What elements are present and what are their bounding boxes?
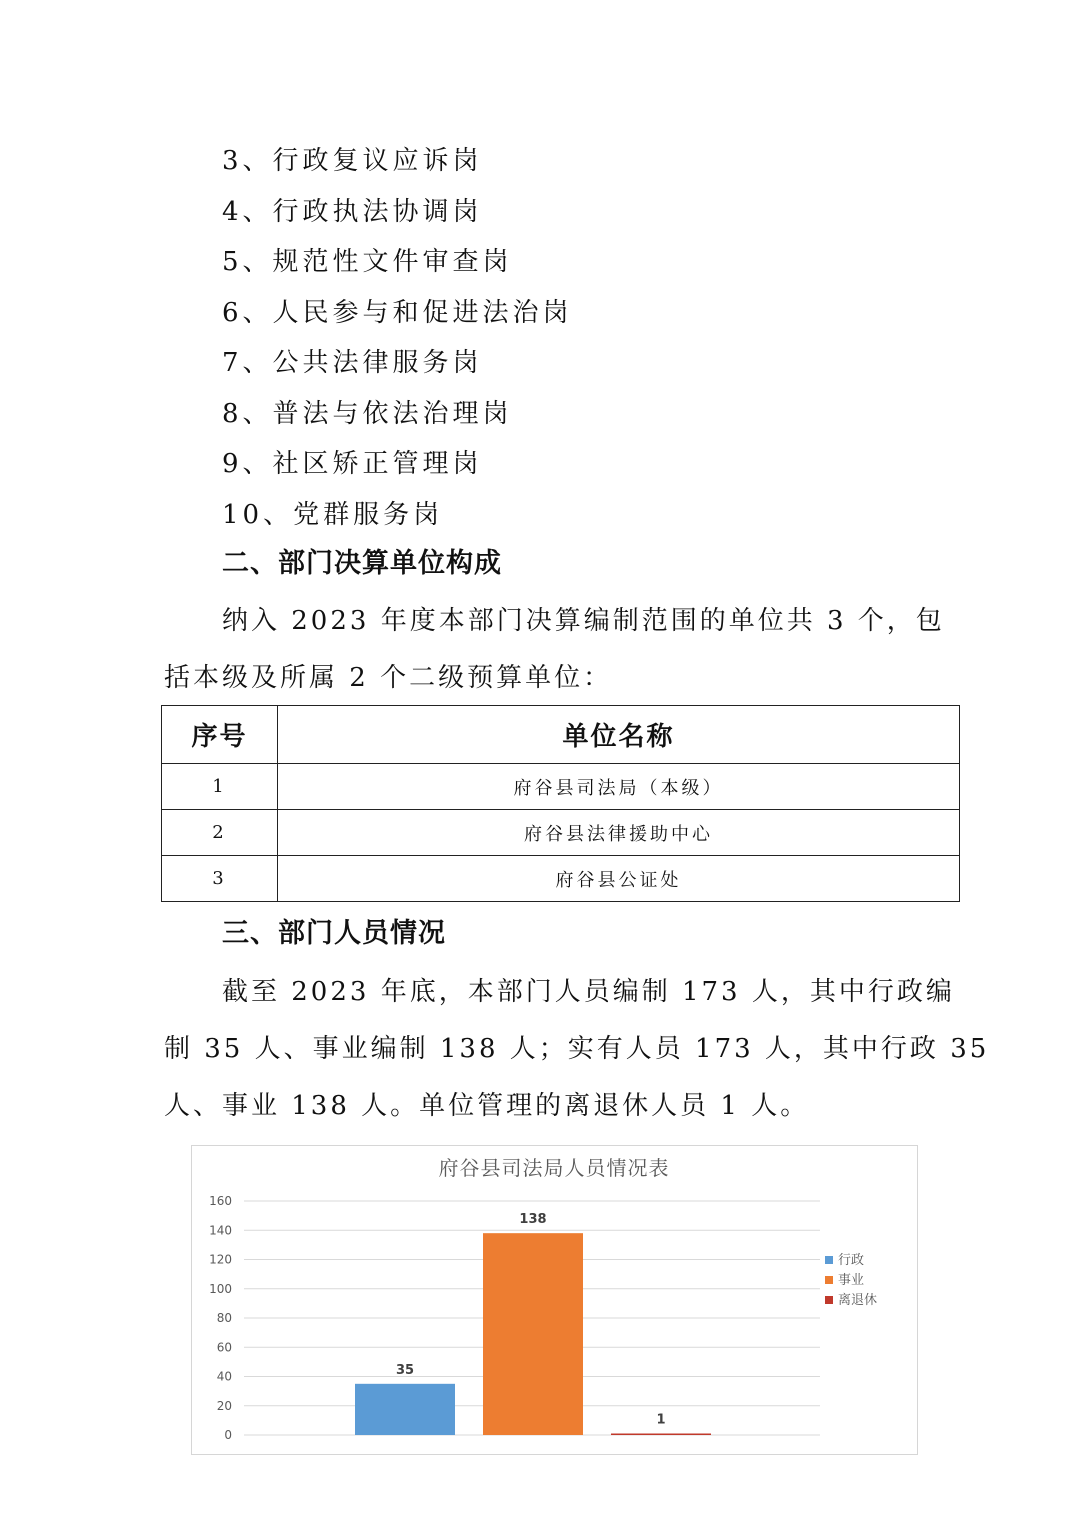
y-tick-label: 120 [209,1252,232,1267]
list-item-7: 10、党群服务岗 [222,500,444,530]
header-no: 序号 [162,706,278,764]
table-header-row [162,706,960,764]
y-tick-label: 40 [216,1369,232,1384]
section2-heading: 二、部门决算单位构成 [222,548,502,579]
list-item-4: 7、公共法律服务岗 [222,348,483,378]
section3-heading: 三、部门人员情况 [222,918,446,949]
bar-3 [611,1434,711,1436]
legend-swatch [825,1276,833,1284]
row-name: 府谷县法律援助中心 [278,810,960,856]
list-item-2: 5、规范性文件审查岗 [222,247,513,277]
staff-chart [191,1145,918,1455]
list-item-1: 4、行政执法协调岗 [222,197,483,227]
y-tick-label: 0 [224,1428,232,1442]
table-row [162,856,960,902]
row-no: 2 [162,810,278,856]
section2-para-line2: 括本级及所属 2 个二级预算单位： [164,663,613,693]
table-row [162,810,960,856]
y-tick-label: 60 [216,1340,232,1355]
data-label: 1 [656,1412,666,1428]
units-table [161,705,960,902]
table-row [162,764,960,810]
list-item-3: 6、人民参与和促进法治岗 [222,298,573,328]
header-name: 单位名称 [278,706,960,764]
y-tick-label: 160 [209,1194,232,1208]
staff-bar-chart [192,1146,917,1454]
data-label: 138 [519,1212,547,1228]
legend-swatch [825,1256,833,1264]
list-item-5: 8、普法与依法治理岗 [222,399,513,429]
y-tick-label: 100 [209,1281,232,1296]
list-item-6: 9、社区矫正管理岗 [222,449,483,479]
legend-label: 行政 [838,1253,865,1268]
list-item-0: 3、行政复议应诉岗 [222,146,483,176]
section3-para-line2: 制 35 人、事业编制 138 人；实有人员 173 人，其中行政 35 [164,1034,990,1064]
bar-2 [483,1233,583,1435]
y-tick-label: 80 [216,1311,232,1325]
legend-label: 事业 [838,1273,865,1288]
row-no: 1 [162,764,278,810]
y-tick-label: 20 [216,1398,232,1413]
row-name: 府谷县司法局（本级） [278,764,960,810]
row-no: 3 [162,856,278,902]
section3-para-line1: 截至 2023 年底，本部门人员编制 173 人，其中行政编 [222,977,955,1007]
row-name: 府谷县公证处 [278,856,960,902]
legend-label: 离退休 [838,1293,878,1308]
data-label: 35 [395,1362,415,1378]
section3-para-line3: 人、事业 138 人。单位管理的离退休人员 1 人。 [164,1091,810,1121]
chart-title: 府谷县司法局人员情况表 [438,1156,670,1180]
y-tick-label: 140 [209,1223,232,1238]
legend-swatch [825,1296,833,1304]
section2-para-line1: 纳入 2023 年度本部门决算编制范围的单位共 3 个，包 [222,606,945,636]
bar-1 [355,1384,455,1435]
